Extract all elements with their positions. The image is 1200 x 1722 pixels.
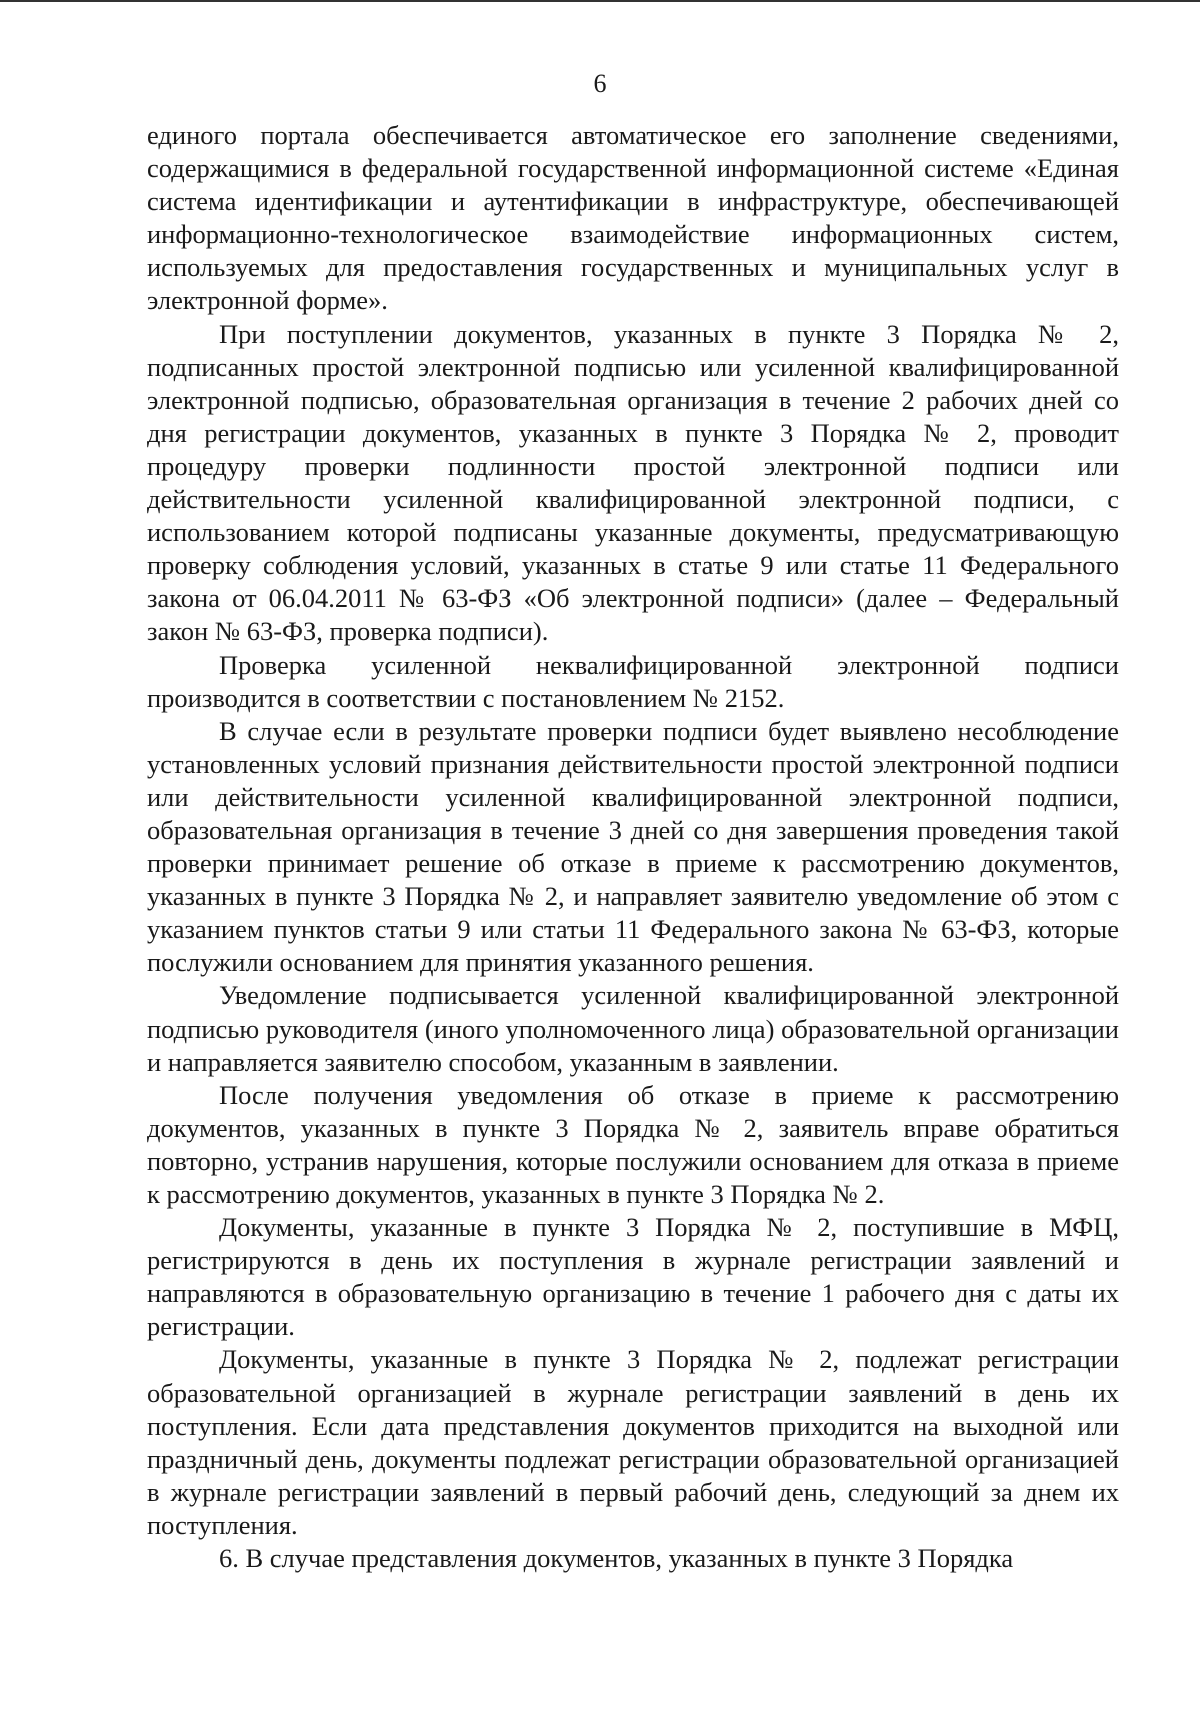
- paragraph-organization-registration: Документы, указанные в пункте 3 Порядка № 2, подлежат регистрации образовательной организацией в журнале регистрации заявлений в день их поступления. Если дата представления документов приходится на выходной или праздничный день, документы подлежат регистрации образовательной организацией в журнале регистрации заявлений в первый рабочий день, следующий за днем их поступления.: [147, 1344, 1119, 1540]
- paragraph-mfc-registration: Документы, указанные в пункте 3 Порядка № 2, поступившие в МФЦ, регистрируются в день их поступления в журнале регистрации заявлений и направляются в образовательную организацию в течение 1 рабочего дня с даты их регистрации.: [147, 1212, 1119, 1342]
- paragraph-continuation: единого портала обеспечивается автоматическое его заполнение сведениями, содержащимися в федеральной государственной информационной системе «Единая система идентификации и аутентификации в инфраструктуре, обеспечивающей информационно-технологическое взаимодействие информационных систем, используемых для предоставления государственных и муниципальных услуг в электронной форме».: [147, 120, 1119, 316]
- document-body: [147, 119, 1119, 1575]
- paragraph-notification-signing: Уведомление подписывается усиленной квалифицированной электронной подписью руководителя (иного уполномоченного лица) образовательной организации и направляется заявителю способом, указанным в заявлении.: [147, 980, 1119, 1077]
- paragraph-refusal-decision: В случае если в результате проверки подписи будет выявлено несоблюдение установленных условий признания действительности простой электронной подписи или действительности усиленной квалифицированной электронной подписи, образовательная организация в течение 3 дней со дня завершения проведения такой проверки принимает решение об отказе в приеме к рассмотрению документов, указанных в пункте 3 Порядка № 2, и направляет заявителю уведомление об этом с указанием пунктов статьи 9 или статьи 11 Федерального закона № 63-ФЗ, которые послужили основанием для принятия указанного решения.: [147, 715, 1119, 978]
- paragraph-item-6-start: 6. В случае представления документов, указанных в пункте 3 Порядка: [219, 1543, 1014, 1574]
- scan-top-edge: [0, 0, 1200, 2]
- paragraph-unqualified-signature: Проверка усиленной неквалифицированной электронной подписи производится в соответствии с постановлением № 2152.: [147, 649, 1119, 713]
- paragraph-signature-check: При поступлении документов, указанных в пункте 3 Порядка № 2, подписанных простой электронной подписью или усиленной квалифицированной электронной подписью, образовательная организация в течение 2 рабочих дней со дня регистрации документов, указанных в пункте 3 Порядка № 2, проводит процедуру проверки подлинности простой электронной подписи или действительности усиленной квалифицированной электронной подписи, с использованием которой подписаны указанные документы, предусматривающую проверку соблюдения условий, указанных в статье 9 или статье 11 Федерального закона от 06.04.2011 № 63-ФЗ «Об электронной подписи» (далее – Федеральный закон № 63-ФЗ, проверка подписи).: [147, 318, 1119, 647]
- paragraph-repeat-application: После получения уведомления об отказе в приеме к рассмотрению документов, указанных в пункте 3 Порядка № 2, заявитель вправе обратиться повторно, устранив нарушения, которые послужили основанием для отказа в приеме к рассмотрению документов, указанных в пункте 3 Порядка № 2.: [147, 1079, 1119, 1209]
- page-number: 6: [593, 69, 607, 98]
